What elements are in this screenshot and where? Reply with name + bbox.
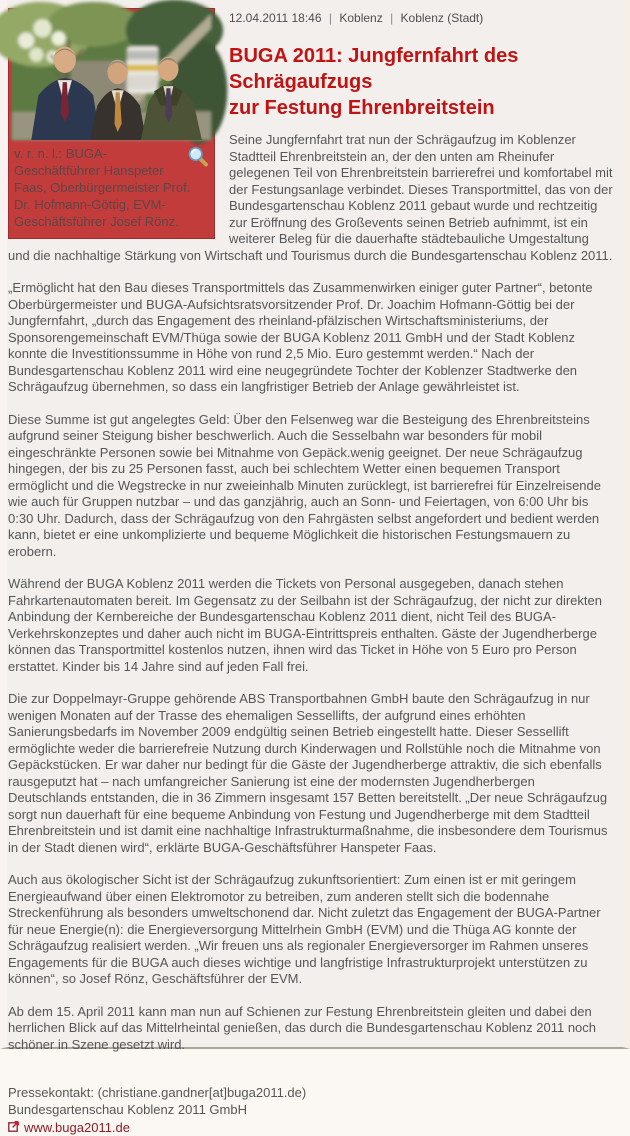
- press-contact-email: Pressekontakt: (christiane.gandner[at]buga2011.de): [8, 1085, 307, 1100]
- article-date: 12.04.2011 18:46: [229, 11, 322, 25]
- photo-caption: v. r. n. l.: BUGA-Geschäftführer Hanspeter Faas, Oberbürgermeister Prof. Dr. Hofmann-Göttig, EVM-Geschäftsführer Josef Rönz.: [14, 146, 191, 229]
- article-paragraph: Während der BUGA Koblenz 2011 werden die Tickets von Personal ausgegeben, danach stehen Fahrkartenautomaten bereit. Im Gegensatz zu der Seilbahn ist der Schrägaufzug, der nicht zur direkten Anbindung der Kernbereiche der Bundesgartenschau Koblenz 2011 dient, nicht Teil des BUGA-Verkehrskonzeptes und daher auch nicht im BUGA-Eintrittspreis enthalten. Gäste der Jugendherberge können das Transportmittel kostenlos nutzen, ihnen wird das Ticket in Höhe von 5 Euro pro Person erstattet. Kinder bis 14 Jahre sind auf jeden Fall frei.: [8, 576, 602, 674]
- article-paragraph: Die zur Doppelmayr-Gruppe gehörende ABS Transportbahnen GmbH baute den Schrägaufzug in nur wenigen Monaten auf der Trasse des ehemaligen Sessellifts, der aufgrund eines erhöhten Sanierungsbedarfs im November 2009 endgültig seinen Betrieb eingestellt hatte. Dieser Sessellift ermöglichte weder die barrierefreie Nutzung durch Kinderwagen und Rollstühle noch die Mitnahme von Gepäckstücken. Er war daher nur bedingt für die Gäste der Jugendherberge attraktiv, die sich ebenfalls rausgeputzt hat – nach umfangreicher Sanierung ist eine der modernsten Jugendherbergen Deutschlands entstanden, die in 36 Zimmern insgesamt 157 Betten bereitstellt. „Der neue Schrägaufzug sorgt nun dauerhaft für eine bequeme Anbindung von Festung und Jugendherberge mit dem Stadtteil Ehrenbreitstein und ist damit eine nachhaltige Infrastrukturmaßnahme, die insbesondere dem Tourismus in der Stadt dienen wird“, erklärte BUGA-Geschäftsführer Hanspeter Faas.: [8, 691, 608, 855]
- page-title-line2: zur Festung Ehrenbreitstein: [229, 97, 495, 119]
- page-title-line1: BUGA 2011: Jungfernfahrt des Schrägaufzugs: [229, 45, 519, 93]
- meta-separator: |: [390, 11, 394, 25]
- article-paragraph: „Ermöglicht hat den Bau dieses Transportmittels das Zusammenwirken einiger guter Partner“, betonte Oberbürgermeister und BUGA-Aufsichtsratsvorsitzender Prof. Dr. Joachim Hofmann-Göttig bei der Jungfernfahrt, „durch das Engagement des rheinland-pfälzischen Wirtschaftsministeriums, der Sponsorengemeinschaft EVM/Thüga sowie der BUGA Koblenz 2011 GmbH und der Stadt Koblenz konnte die Investitionssumme in Höhe von rund 2,5 Mio. Euro gestemmt werden.“ Nach der Bundesgartenschau Koblenz 2011 wird eine neugegründete Tochter der Koblenzer Stadtwerke den Schrägaufzug übernehmen, so dass ein langfristiger Betrieb der Anlage gewährleistet ist.: [8, 280, 593, 394]
- article-paragraph: Auch aus ökologischer Sicht ist der Schrägaufzug zukunftsorientiert: Zum einen ist er mit geringem Energieaufwand über einen Elektromotor zu betreiben, zum anderen stellt sich die bodennahe Streckenführung als besonders umweltschonend dar. Nicht zuletzt das Engagement der BUGA-Partner für neue Energie(n): die Energieversorgung Mittelrhein GmbH (EVM) und die Thüga AG konnte der Schrägaufzug realisiert werden. „Wir freuen uns als regionaler Energieversorger im Rahmen unseres Engagements für die BUGA auch dieses wichtige und langfristige Infrastrukturprojekt unterstützen zu können“, so Josef Rönz, Geschäftsführer der EVM.: [8, 872, 601, 986]
- article-paragraph: Diese Summe ist gut angelegtes Geld: Über den Felsenweg war die Besteigung des Ehrenbreitsteins aufgrund seiner Steigung bisher beschwerlich. Auch die Sesselbahn war besonders für mobil eingeschränkte Personen sowie bei Mitnahme von Gepäck.wenig geeignet. Der neue Schrägaufzug hingegen, der bis zu 25 Personen fasst, auch bei schlechtem Wetter einen bequemen Transport ermöglicht und die Wegstrecke in nur zweieinhalb Minuten zurücklegt, ist barrierefrei für Einzelreisende wie auch für Gruppen nutzbar – und das ganzjährig, auch an Sonn- und Feiertagen, von 6:00 Uhr bis 0:30 Uhr. Dadurch, dass der Schrägaufzug von den Fahrgästen selbst angefordert und bedient werden kann, bietet er eine unkomplizierte und bequeme Möglichkeit die historischen Festungsmauern zu erobern.: [8, 411, 601, 559]
- press-contact: [8, 1084, 613, 1136]
- magnifier-icon[interactable]: [187, 146, 209, 168]
- article-paragraph: Ab dem 15. April 2011 kann man nun auf Schienen zur Festung Ehrenbreitstein gleiten und dabei den herrlichen Blick auf das Mittelrheintal genießen, das durch die Bundesgartenschau Koblenz 2011 noch schöner in Szene gesetzt wird.: [8, 1003, 597, 1052]
- article-paragraph: Seine Jungfernfahrt trat nun der Schrägaufzug im Koblenzer Stadtteil Ehrenbreitstein an, der den unten am Rheinufer gelegenen Teil von Ehrenbreitstein barrierefrei und komfortabel mit der Festungsanlage verbindet. Dieses Transportmittel, das von der Bundesgartenschau Koblenz 2011 gebaut wurde und rechtzeitig zur Eröffnung des Großevents seinen Betrieb aufnimmt, ist ein weiterer Beleg für die dauerhafte städtebauliche Umgestaltung und die nachhaltige Stärkung von Wirtschaft und Tourismus durch die Bundesgartenschau Koblenz 2011.: [8, 132, 613, 263]
- website-link[interactable]: www.buga2011.de: [24, 1120, 131, 1135]
- category-link-koblenz-stadt[interactable]: Koblenz (Stadt): [400, 11, 484, 25]
- photo-caption-box: [12, 140, 211, 234]
- press-contact-company: Bundesgartenschau Koblenz 2011 GmbH: [8, 1102, 247, 1117]
- meta-separator: |: [328, 11, 332, 25]
- article-photo-box: [8, 8, 215, 239]
- category-link-koblenz[interactable]: Koblenz: [339, 11, 383, 25]
- external-link-icon: [8, 1119, 20, 1136]
- article-photo: [12, 12, 211, 140]
